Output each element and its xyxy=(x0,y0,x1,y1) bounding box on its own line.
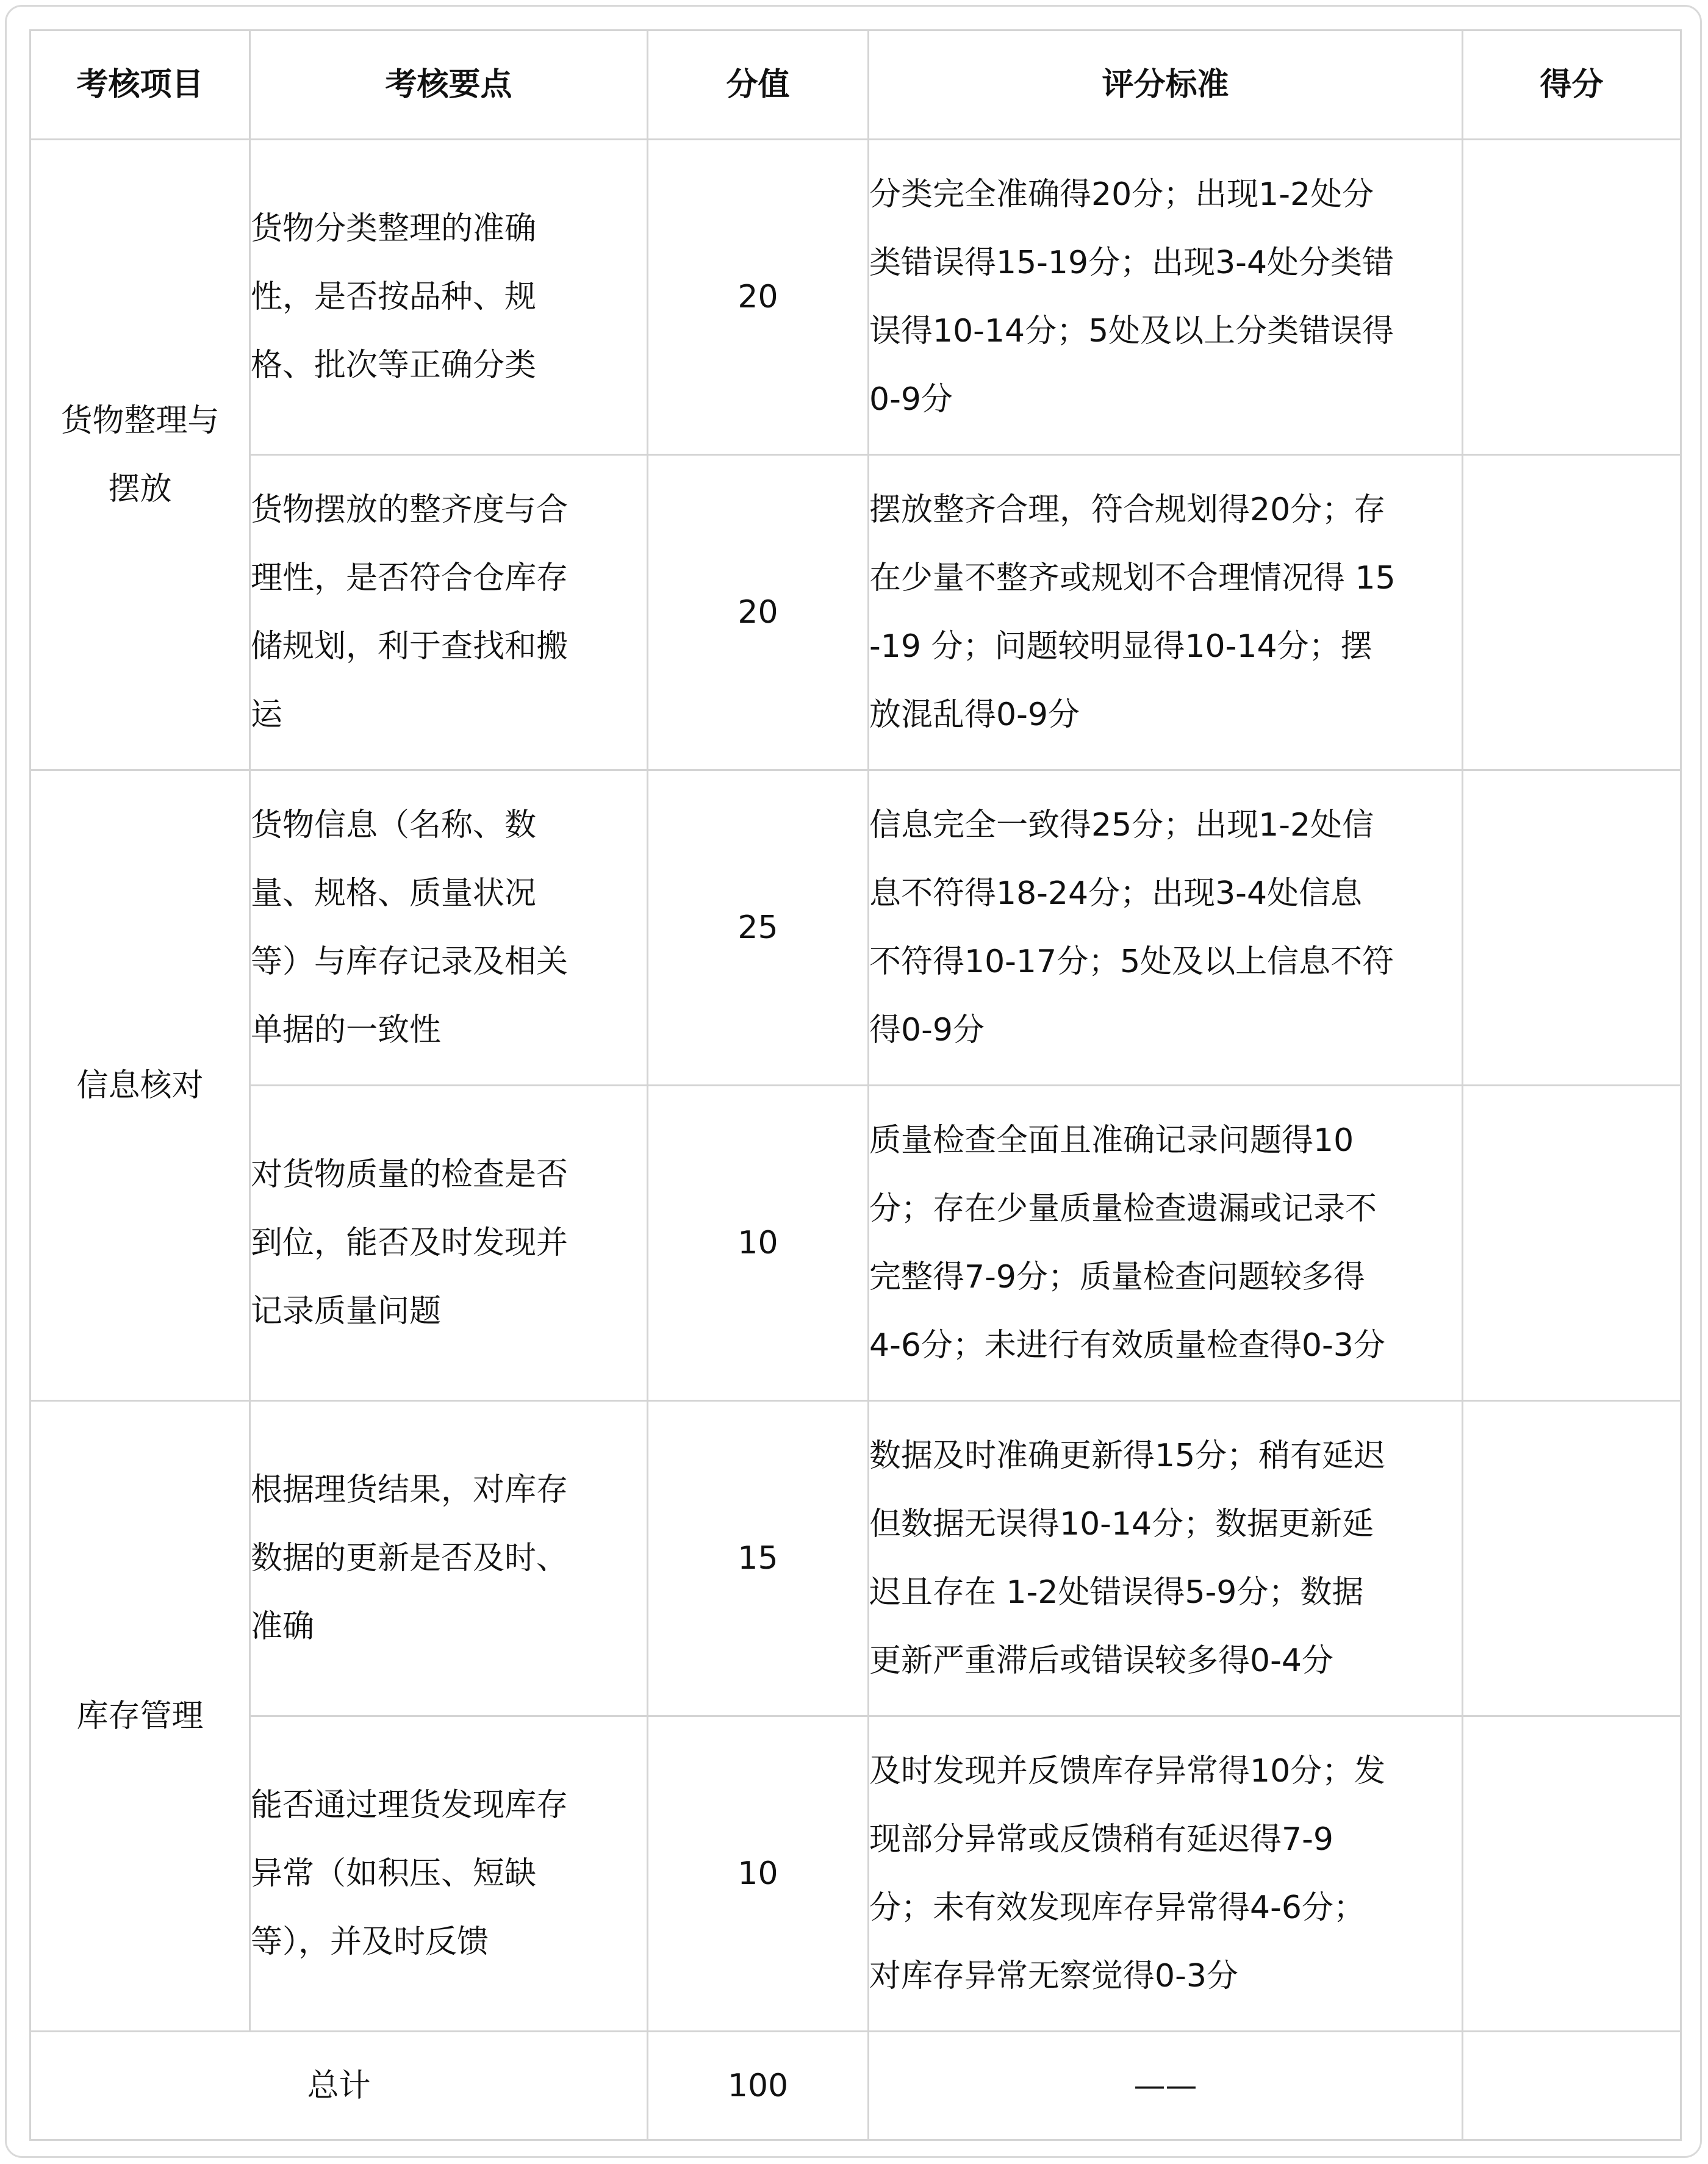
point-cell xyxy=(250,1716,648,2032)
total-row xyxy=(30,2032,1681,2140)
total-criteria xyxy=(869,2032,1463,2140)
score-cell: 15 xyxy=(648,1401,869,1716)
got-score-cell[interactable] xyxy=(1463,140,1681,455)
score-cell: 10 xyxy=(648,1086,869,1401)
score-cell: 20 xyxy=(648,140,869,455)
criteria-cell xyxy=(869,1716,1463,2032)
criteria-text: 信息完全一致得25分；出现1-2处信 息不符得18-24分；出现3-4处信息 不符得10-17分；5处及以上信息不符 得0-9分 xyxy=(869,807,1394,1048)
header-point: 考核要点 xyxy=(250,30,648,140)
total-criteria-dash: —— xyxy=(1133,2067,1197,2104)
point-text: 货物信息（名称、数 量、规格、质量状况 等）与库存记录及相关 单据的一致性 xyxy=(251,807,569,1048)
category-cell xyxy=(30,1401,250,2032)
got-score-cell[interactable] xyxy=(1463,770,1681,1086)
criteria-cell xyxy=(869,140,1463,455)
criteria-text: 摆放整齐合理，符合规划得20分；存 在少量不整齐或规划不合理情况得 15 -19 分；问题较明显得10-14分；摆 放混乱得0-9分 xyxy=(869,492,1396,733)
got-score-cell[interactable] xyxy=(1463,455,1681,770)
got-score-cell[interactable] xyxy=(1463,1401,1681,1716)
total-label: 总计 xyxy=(30,2032,648,2140)
point-cell xyxy=(250,140,648,455)
scoring-table xyxy=(29,29,1682,2141)
table-row xyxy=(30,770,1681,1086)
criteria-text: 及时发现并反馈库存异常得10分；发 现部分异常或反馈稍有延迟得7-9 分；未有效发现库存异常得4-6分； 对库存异常无察觉得0-3分 xyxy=(869,1753,1386,1994)
table-row xyxy=(30,1401,1681,1716)
criteria-cell xyxy=(869,1086,1463,1401)
category-name: 信息核对 xyxy=(76,1067,204,1104)
point-cell xyxy=(250,1086,648,1401)
header-criteria: 评分标准 xyxy=(869,30,1463,140)
category-cell xyxy=(30,140,250,770)
criteria-text: 数据及时准确更新得15分；稍有延迟 但数据无误得10-14分；数据更新延 迟且存在 1-2处错误得5-9分；数据 更新严重滞后或错误较多得0-4分 xyxy=(869,1438,1386,1679)
table-row xyxy=(30,455,1681,770)
category-name: 库存管理 xyxy=(76,1697,204,1735)
score-cell: 10 xyxy=(648,1716,869,2032)
point-text: 根据理货结果，对库存 数据的更新是否及时、 准确 xyxy=(251,1472,569,1645)
point-text: 能否通过理货发现库存 异常（如积压、短缺 等），并及时反馈 xyxy=(251,1787,569,1960)
category-cell xyxy=(30,770,250,1401)
got-score-cell[interactable] xyxy=(1463,1086,1681,1401)
table-row xyxy=(30,1086,1681,1401)
criteria-cell xyxy=(869,1401,1463,1716)
table-row xyxy=(30,1716,1681,2032)
point-cell xyxy=(250,1401,648,1716)
point-text: 对货物质量的检查是否 到位，能否及时发现并 记录质量问题 xyxy=(251,1156,569,1330)
criteria-text: 分类完全准确得20分；出现1-2处分 类错误得15-19分；出现3-4处分类错 误得10-14分；5处及以上分类错误得 0-9分 xyxy=(869,176,1394,418)
total-got-cell[interactable] xyxy=(1463,2032,1681,2140)
category-name: 货物整理与 摆放 xyxy=(60,402,220,507)
score-cell: 20 xyxy=(648,455,869,770)
got-score-cell[interactable] xyxy=(1463,1716,1681,2032)
criteria-cell xyxy=(869,770,1463,1086)
point-text: 货物摆放的整齐度与合 理性，是否符合仓库存 储规划，利于查找和搬 运 xyxy=(251,492,569,733)
criteria-cell xyxy=(869,455,1463,770)
header-row xyxy=(30,30,1681,140)
header-got: 得分 xyxy=(1463,30,1681,140)
criteria-text: 质量检查全面且准确记录问题得10 分；存在少量质量检查遗漏或记录不 完整得7-9分；质量检查问题较多得 4-6分；未进行有效质量检查得0-3分 xyxy=(869,1122,1385,1364)
table-row xyxy=(30,140,1681,455)
point-cell xyxy=(250,455,648,770)
header-score: 分值 xyxy=(648,30,869,140)
total-score: 100 xyxy=(648,2032,869,2140)
point-cell xyxy=(250,770,648,1086)
header-item: 考核项目 xyxy=(30,30,250,140)
point-text: 货物分类整理的准确 性，是否按品种、规 格、批次等正确分类 xyxy=(251,210,537,384)
score-cell: 25 xyxy=(648,770,869,1086)
